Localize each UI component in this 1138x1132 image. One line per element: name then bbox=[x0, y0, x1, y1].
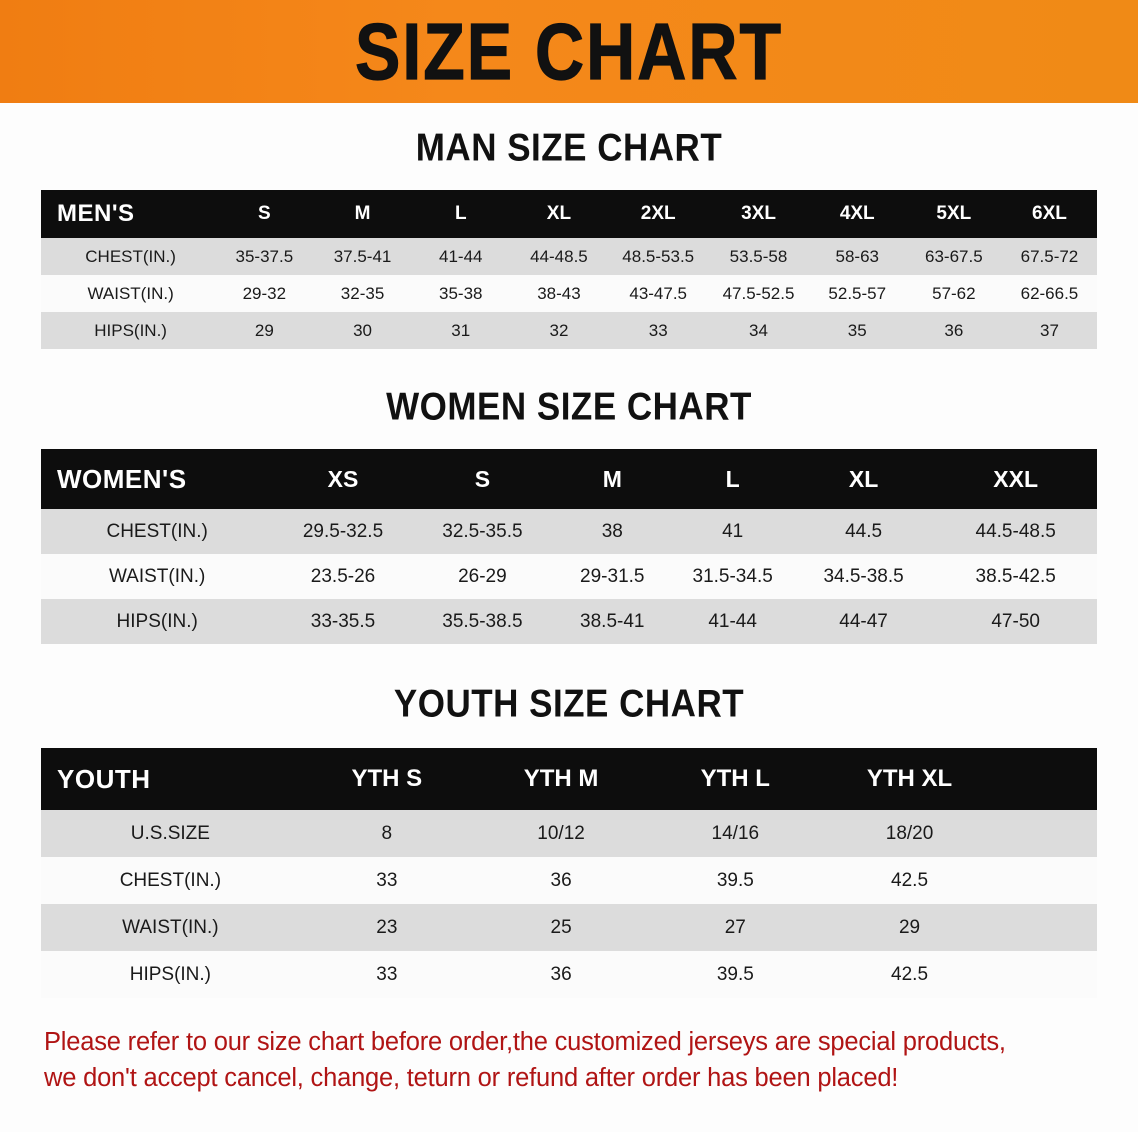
youth-cell-0-3: 18/20 bbox=[822, 810, 996, 857]
women-cell-0-4: 44.5 bbox=[793, 509, 935, 554]
youth-header-cell-0: YOUTH bbox=[41, 748, 300, 810]
youth-row-label-2: WAIST(IN.) bbox=[41, 904, 300, 951]
men-header-cell-8: 5XL bbox=[906, 190, 1002, 238]
women-cell-2-1: 35.5-38.5 bbox=[413, 599, 552, 644]
youth-cell-2-0: 23 bbox=[300, 904, 474, 951]
youth-size-table-wrapper bbox=[41, 748, 1097, 998]
men-header-cell-6: 3XL bbox=[708, 190, 808, 238]
youth-cell-3-3: 42.5 bbox=[822, 951, 996, 998]
table-row bbox=[41, 554, 1097, 599]
men-cell-1-8: 62-66.5 bbox=[1002, 275, 1097, 312]
youth-header-cell-spacer bbox=[997, 748, 1097, 810]
women-header-cell-6: XXL bbox=[934, 449, 1097, 509]
men-header-cell-3: L bbox=[412, 190, 510, 238]
youth-header-cell-1: YTH S bbox=[300, 748, 474, 810]
youth-cell-0-spacer bbox=[997, 810, 1097, 857]
youth-row-label-0: U.S.SIZE bbox=[41, 810, 300, 857]
men-cell-2-4: 33 bbox=[608, 312, 708, 349]
men-header-cell-5: 2XL bbox=[608, 190, 708, 238]
men-cell-0-6: 58-63 bbox=[809, 238, 906, 275]
youth-cell-2-3: 29 bbox=[822, 904, 996, 951]
women-cell-0-1: 32.5-35.5 bbox=[413, 509, 552, 554]
youth-cell-0-1: 10/12 bbox=[474, 810, 648, 857]
youth-cell-2-1: 25 bbox=[474, 904, 648, 951]
women-cell-1-2: 29-31.5 bbox=[552, 554, 672, 599]
women-section-title: WOMEN SIZE CHART bbox=[386, 384, 752, 429]
youth-section-title: YOUTH SIZE CHART bbox=[393, 681, 745, 726]
women-cell-0-0: 29.5-32.5 bbox=[273, 509, 412, 554]
men-header-cell-2: M bbox=[313, 190, 411, 238]
youth-cell-3-2: 39.5 bbox=[648, 951, 822, 998]
women-size-table-wrapper bbox=[41, 449, 1097, 644]
men-cell-1-5: 47.5-52.5 bbox=[708, 275, 808, 312]
men-cell-0-8: 67.5-72 bbox=[1002, 238, 1097, 275]
women-size-table bbox=[41, 449, 1097, 644]
men-cell-0-0: 35-37.5 bbox=[215, 238, 313, 275]
table-row bbox=[41, 857, 1097, 904]
men-cell-1-4: 43-47.5 bbox=[608, 275, 708, 312]
men-row-label-0: CHEST(IN.) bbox=[41, 238, 215, 275]
men-size-table-wrapper bbox=[41, 190, 1097, 349]
men-table-body bbox=[41, 238, 1097, 349]
table-row bbox=[41, 599, 1097, 644]
youth-cell-1-1: 36 bbox=[474, 857, 648, 904]
men-cell-0-1: 37.5-41 bbox=[313, 238, 411, 275]
men-header-cell-9: 6XL bbox=[1002, 190, 1097, 238]
table-row bbox=[41, 312, 1097, 349]
youth-cell-3-1: 36 bbox=[474, 951, 648, 998]
men-row-label-2: HIPS(IN.) bbox=[41, 312, 215, 349]
youth-cell-1-spacer bbox=[997, 857, 1097, 904]
women-header-cell-4: L bbox=[672, 449, 792, 509]
women-header-cell-0: WOMEN'S bbox=[41, 449, 273, 509]
table-row bbox=[41, 238, 1097, 275]
men-row-label-1: WAIST(IN.) bbox=[41, 275, 215, 312]
women-table-head bbox=[41, 449, 1097, 509]
disclaimer-line-2: we don't accept cancel, change, teturn or refund after order has been placed! bbox=[44, 1064, 899, 1093]
women-header-cell-1: XS bbox=[273, 449, 412, 509]
table-row bbox=[41, 810, 1097, 857]
men-cell-0-5: 53.5-58 bbox=[708, 238, 808, 275]
youth-cell-0-2: 14/16 bbox=[648, 810, 822, 857]
youth-cell-3-0: 33 bbox=[300, 951, 474, 998]
youth-header-cell-2: YTH M bbox=[474, 748, 648, 810]
men-header-cell-1: S bbox=[215, 190, 313, 238]
youth-row-label-1: CHEST(IN.) bbox=[41, 857, 300, 904]
women-header-row bbox=[41, 449, 1097, 509]
men-cell-2-8: 37 bbox=[1002, 312, 1097, 349]
men-cell-2-2: 31 bbox=[412, 312, 510, 349]
banner bbox=[0, 0, 1138, 103]
men-cell-2-6: 35 bbox=[809, 312, 906, 349]
youth-table-head bbox=[41, 748, 1097, 810]
youth-cell-2-spacer bbox=[997, 904, 1097, 951]
table-row bbox=[41, 509, 1097, 554]
men-cell-0-2: 41-44 bbox=[412, 238, 510, 275]
men-cell-1-1: 32-35 bbox=[313, 275, 411, 312]
page-title: SIZE CHART bbox=[355, 6, 783, 97]
women-header-cell-5: XL bbox=[793, 449, 935, 509]
youth-size-table bbox=[41, 748, 1097, 998]
men-cell-1-2: 35-38 bbox=[412, 275, 510, 312]
disclaimer-note bbox=[44, 1024, 1094, 1096]
women-cell-2-2: 38.5-41 bbox=[552, 599, 672, 644]
table-row bbox=[41, 275, 1097, 312]
women-cell-2-0: 33-35.5 bbox=[273, 599, 412, 644]
youth-cell-1-2: 39.5 bbox=[648, 857, 822, 904]
men-cell-2-1: 30 bbox=[313, 312, 411, 349]
men-cell-1-6: 52.5-57 bbox=[809, 275, 906, 312]
men-cell-0-4: 48.5-53.5 bbox=[608, 238, 708, 275]
youth-header-row bbox=[41, 748, 1097, 810]
women-cell-0-3: 41 bbox=[672, 509, 792, 554]
women-cell-0-5: 44.5-48.5 bbox=[934, 509, 1097, 554]
youth-header-cell-3: YTH L bbox=[648, 748, 822, 810]
women-cell-1-0: 23.5-26 bbox=[273, 554, 412, 599]
men-table-head bbox=[41, 190, 1097, 238]
women-cell-1-1: 26-29 bbox=[413, 554, 552, 599]
men-header-cell-7: 4XL bbox=[809, 190, 906, 238]
men-cell-2-0: 29 bbox=[215, 312, 313, 349]
youth-row-label-3: HIPS(IN.) bbox=[41, 951, 300, 998]
men-cell-2-7: 36 bbox=[906, 312, 1002, 349]
youth-cell-1-3: 42.5 bbox=[822, 857, 996, 904]
table-row bbox=[41, 904, 1097, 951]
table-row bbox=[41, 951, 1097, 998]
men-cell-1-3: 38-43 bbox=[510, 275, 608, 312]
men-cell-0-7: 63-67.5 bbox=[906, 238, 1002, 275]
youth-table-body bbox=[41, 810, 1097, 998]
women-cell-1-4: 34.5-38.5 bbox=[793, 554, 935, 599]
youth-header-cell-4: YTH XL bbox=[822, 748, 996, 810]
men-header-cell-0: MEN'S bbox=[41, 190, 215, 238]
disclaimer-line-1: Please refer to our size chart before order,the customized jerseys are special products, bbox=[44, 1028, 1006, 1056]
women-cell-1-3: 31.5-34.5 bbox=[672, 554, 792, 599]
men-cell-2-3: 32 bbox=[510, 312, 608, 349]
women-cell-2-5: 47-50 bbox=[934, 599, 1097, 644]
men-section-title: MAN SIZE CHART bbox=[415, 125, 723, 170]
men-header-row bbox=[41, 190, 1097, 238]
men-cell-1-0: 29-32 bbox=[215, 275, 313, 312]
men-cell-2-5: 34 bbox=[708, 312, 808, 349]
women-row-label-0: CHEST(IN.) bbox=[41, 509, 273, 554]
men-cell-0-3: 44-48.5 bbox=[510, 238, 608, 275]
men-cell-1-7: 57-62 bbox=[906, 275, 1002, 312]
youth-cell-0-0: 8 bbox=[300, 810, 474, 857]
men-size-table bbox=[41, 190, 1097, 349]
women-header-cell-2: S bbox=[413, 449, 552, 509]
women-cell-1-5: 38.5-42.5 bbox=[934, 554, 1097, 599]
women-cell-2-3: 41-44 bbox=[672, 599, 792, 644]
youth-cell-2-2: 27 bbox=[648, 904, 822, 951]
women-row-label-2: HIPS(IN.) bbox=[41, 599, 273, 644]
youth-cell-1-0: 33 bbox=[300, 857, 474, 904]
women-row-label-1: WAIST(IN.) bbox=[41, 554, 273, 599]
men-header-cell-4: XL bbox=[510, 190, 608, 238]
women-cell-2-4: 44-47 bbox=[793, 599, 935, 644]
women-cell-0-2: 38 bbox=[552, 509, 672, 554]
women-header-cell-3: M bbox=[552, 449, 672, 509]
women-table-body bbox=[41, 509, 1097, 644]
youth-cell-3-spacer bbox=[997, 951, 1097, 998]
